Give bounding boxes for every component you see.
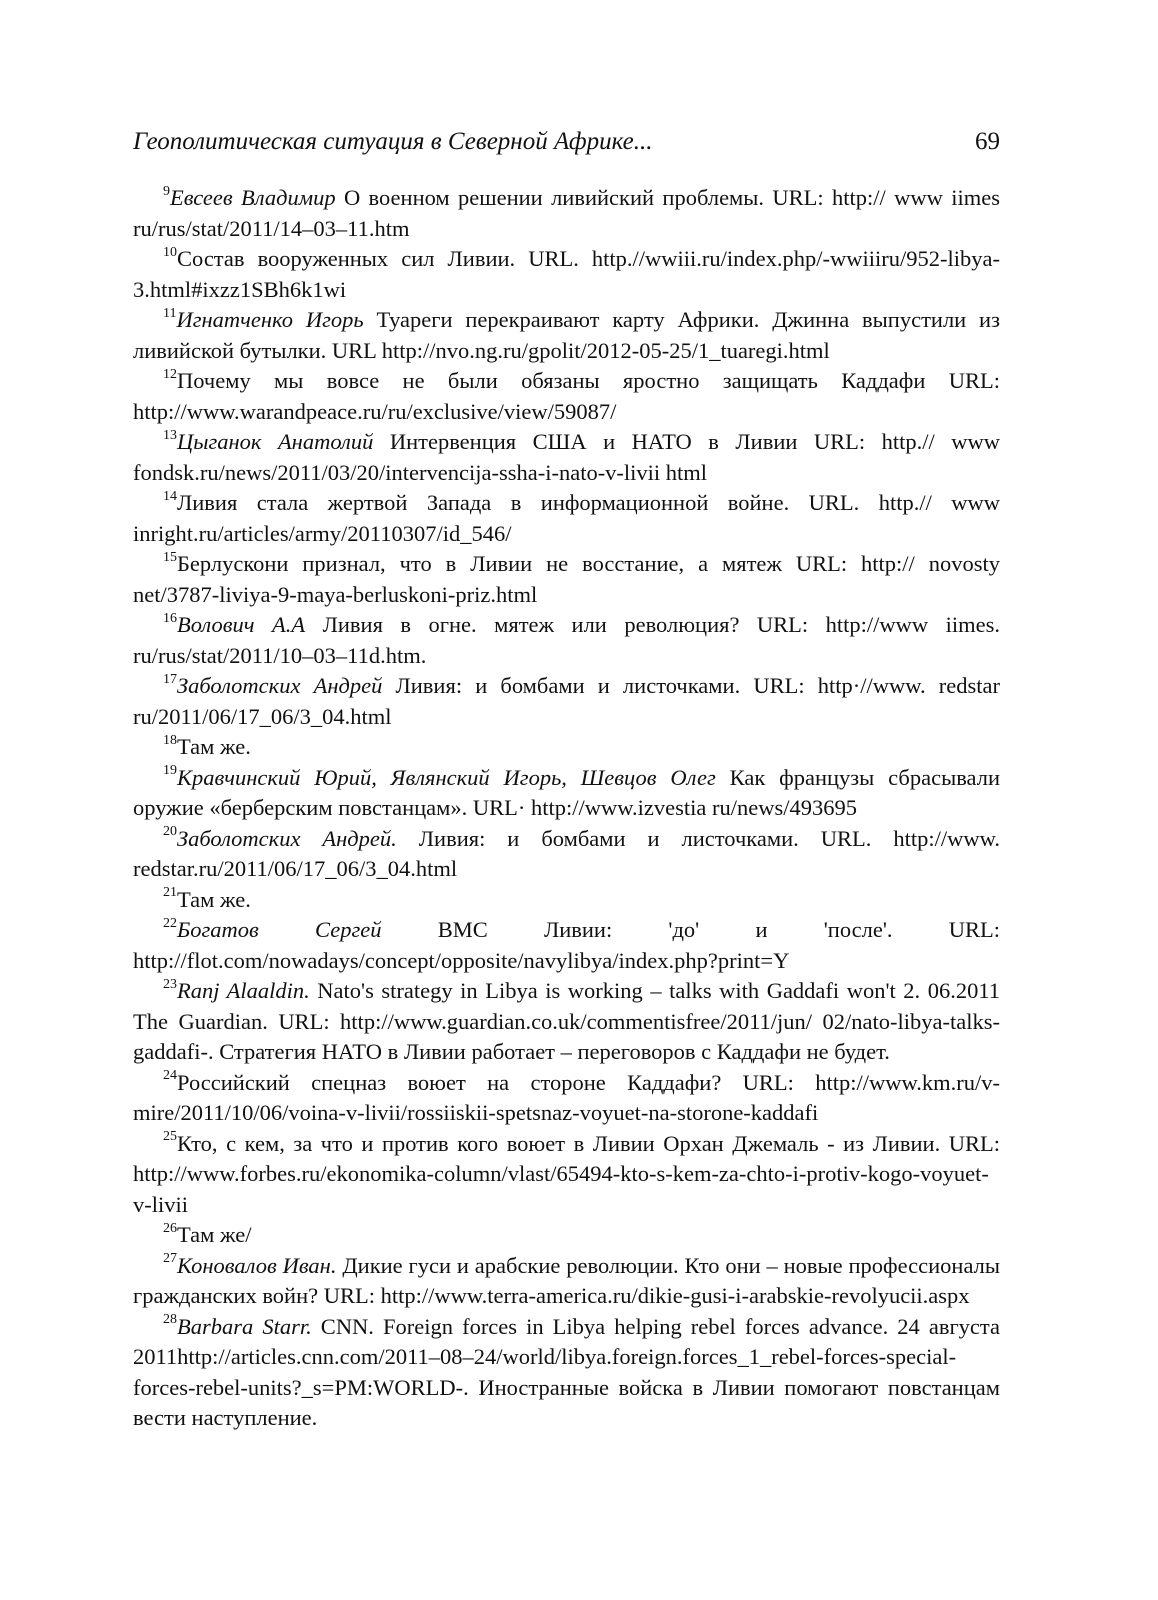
footnote xyxy=(133,824,1000,885)
footnote-number: 19 xyxy=(163,763,177,778)
footnote xyxy=(133,244,1000,305)
footnote-author: Волович А.А xyxy=(177,612,306,637)
footnote xyxy=(133,488,1000,549)
footnote-number: 12 xyxy=(163,366,177,382)
footnote-text: Ливия: и бомбами и листочками. URL: http·//www. redstar ru/2011/06/17_06/3_04.html xyxy=(133,673,1000,729)
running-title: Геополитическая ситуация в Северной Африке... xyxy=(133,128,653,155)
footnote xyxy=(133,885,1000,916)
footnote-text: Nato's strategy in Libya is working – talks with Gaddafi won't 2. 06.2011 The Guardian. URL: http://www.guardian.co.uk/commentisfree/2011/jun/ 02/nato-libya-talks-gaddafi-. Стратегия НАТО в Ливии работает – переговоров с Каддафи не будет. xyxy=(133,978,1001,1064)
footnote-number: 9 xyxy=(163,183,170,199)
footnote-number: 17 xyxy=(163,671,177,687)
footnote-text: CNN. Foreign forces in Libya helping rebel forces advance. 24 августа 2011http://articles.cnn.com/2011–08–24/world/libya.foreign.forces_1_rebel-forces-special-forces-rebel-units?_s=PM:WORLD-. Иностранные войска в Ливии помогают повстанцам вести наступление. xyxy=(133,1313,1001,1430)
footnote-text: Ливия стала жертвой Запада в информационной войне. URL. http.// www inright.ru/articles/army/20110307/id_546/ xyxy=(133,490,1000,546)
footnote-author: Цыганок Анатолий xyxy=(177,429,374,454)
footnote xyxy=(133,763,1000,824)
footnote-text: Там же. xyxy=(177,886,251,912)
footnote xyxy=(133,610,1000,671)
footnote-text: Ливия: и бомбами и листочками. URL. http://www. redstar.ru/2011/06/17_06/3_04.html xyxy=(133,825,1000,881)
footnote-number: 13 xyxy=(163,427,177,443)
footnote-text: Дикие гуси и арабские революции. Кто они – новые профессионалы гражданских войн? URL: http://www.terra-america.ru/dikie-gusi-i-arabskie-revolyucii.aspx xyxy=(133,1252,1000,1308)
footnote-text: Ливия в огне. мятеж или революция? URL: http://www iimes. ru/rus/stat/2011/10–03–11d.htm. xyxy=(133,612,1001,668)
footnote xyxy=(133,976,1000,1068)
footnote-number: 22 xyxy=(163,915,177,931)
footnote-author: Кравчинский Юрий, Являнский Игорь, Шевцов Олег xyxy=(177,764,716,790)
footnote xyxy=(133,1312,1000,1434)
page-number: 69 xyxy=(975,128,1000,155)
footnote xyxy=(133,427,1000,488)
footnote-number: 27 xyxy=(163,1251,177,1266)
footnote-number: 26 xyxy=(163,1220,177,1236)
footnote xyxy=(133,1251,1000,1312)
footnote-text: ВМС Ливии: 'до' и 'после'. URL: http://flot.com/nowadays/concept/opposite/navylibya/index.php?print=Y xyxy=(133,917,1000,973)
footnote xyxy=(133,1068,1000,1129)
footnote xyxy=(133,305,1000,366)
footnote xyxy=(133,366,1000,427)
footnote-author: Заболотских Андрей. xyxy=(177,825,397,851)
footnote-text: Как французы сбрасывали оружие «берберским повстанцам». URL· http://www.izvestia ru/news/493695 xyxy=(133,764,1000,820)
footnote-number: 18 xyxy=(163,732,177,748)
footnote-number: 24 xyxy=(163,1068,177,1083)
footnote-number: 16 xyxy=(163,610,177,626)
footnote-text: Там же. xyxy=(177,734,251,759)
footnote-number: 25 xyxy=(163,1129,177,1144)
footnote-author: Заболотских Андрей xyxy=(177,673,383,698)
footnote xyxy=(133,1129,1000,1221)
running-header xyxy=(133,128,1000,164)
footnote-text: Почему мы вовсе не были обязаны яростно защищать Каддафи URL: http://www.warandpeace.ru/ru/exclusive/view/59087/ xyxy=(133,368,1000,424)
footnote-number: 10 xyxy=(163,244,177,260)
footnote xyxy=(133,183,1000,244)
footnote-text: Туареги перекраивают карту Африки. Джинна выпустили из ливийской бутылки. URL http://nvo.ng.ru/gpolit/2012-05-25/1_tuaregi.html xyxy=(133,307,1000,363)
footnote-author: Ranj Alaaldin. xyxy=(177,978,310,1003)
footnote-text: Берлускони признал, что в Ливии не восстание, а мятеж URL: http:// novosty net/3787-liviya-9-maya-berluskoni-priz.html xyxy=(133,551,1000,607)
footnote-text: О военном решении ливийский проблемы. URL: http:// www iimes ru/rus/stat/2011/14–03–11.htm xyxy=(133,185,1000,241)
footnote-number: 28 xyxy=(163,1312,177,1327)
footnote-number: 14 xyxy=(163,488,177,504)
footnote-author: Barbara Starr. xyxy=(177,1313,312,1339)
footnote-text: Российский спецназ воюет на стороне Каддафи? URL: http://www.km.ru/v-mire/2011/10/06/voina-v-livii/rossiiskii-spetsnaz-voyuet-na-storone-kaddafi xyxy=(133,1069,1000,1125)
footnote-author: Коновалов Иван. xyxy=(177,1252,337,1278)
footnote-author: Богатов Сергей xyxy=(177,917,382,942)
footnotes-list xyxy=(133,183,1000,1434)
footnote-text: Состав вооруженных сил Ливии. URL. http.//wwiii.ru/index.php/-wwiiiru/952-libya-3.html#ixzz1SBh6k1wi xyxy=(133,246,1000,302)
footnote-number: 23 xyxy=(163,976,177,992)
footnote xyxy=(133,671,1000,732)
footnote xyxy=(133,549,1000,610)
footnote xyxy=(133,1220,1000,1251)
footnote-number: 20 xyxy=(163,824,177,839)
footnote-number: 21 xyxy=(163,885,177,900)
footnote xyxy=(133,732,1000,763)
footnote-number: 15 xyxy=(163,549,177,565)
footnote-text: Там же/ xyxy=(177,1222,252,1247)
footnote-text: Интервенция США и НАТО в Ливии URL: http.// www fondsk.ru/news/2011/03/20/intervencija-ssha-i-nato-v-livii html xyxy=(133,429,1000,485)
footnote-author: Игнатченко Игорь xyxy=(176,307,364,332)
footnote-number: 11 xyxy=(163,305,177,321)
footnote-author: Евсеев Владимир xyxy=(170,185,336,210)
footnote xyxy=(133,915,1000,976)
footnote-text: Кто, с кем, за что и против кого воюет в Ливии Орхан Джемаль - из Ливии. URL: http://www.forbes.ru/ekonomika-column/vlast/65494-kto-s-kem-za-chto-i-protiv-kogo-voyuet-v-livii xyxy=(133,1130,1000,1217)
